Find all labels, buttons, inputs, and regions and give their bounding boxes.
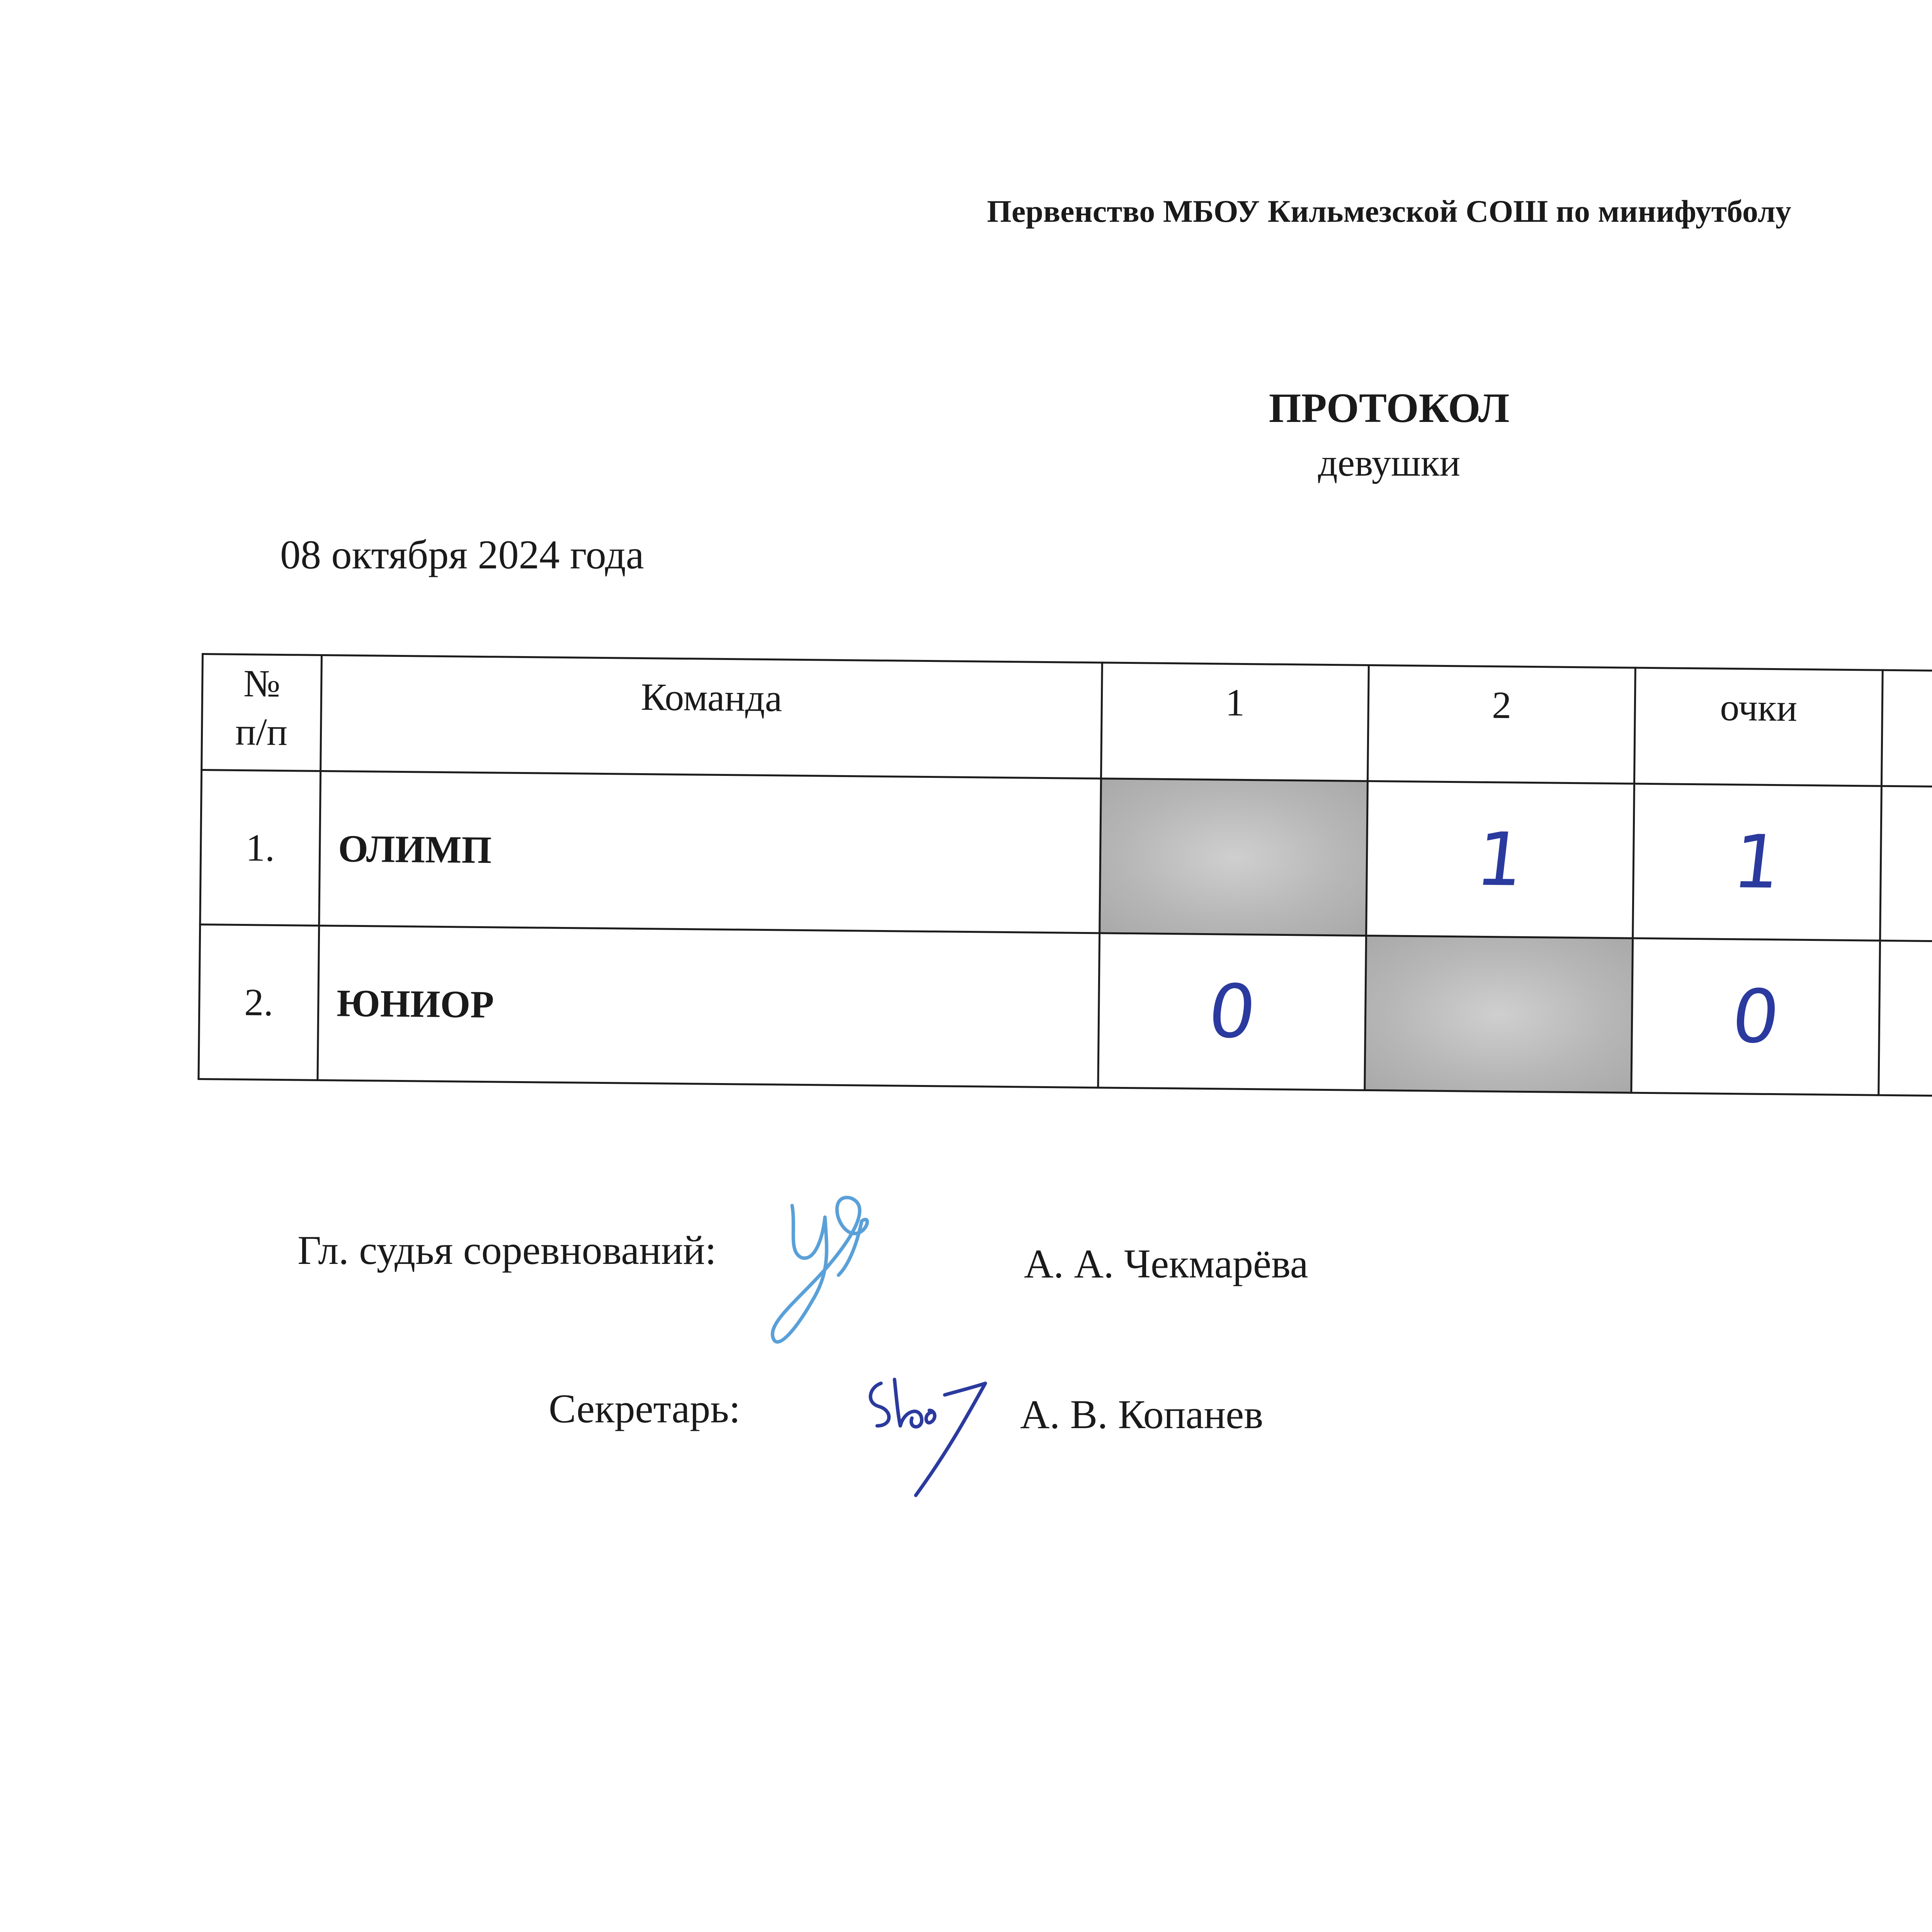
protocol-date: 08 октября 2024 года — [280, 532, 644, 577]
place-cell — [1879, 940, 1932, 1097]
column-header-game-1: 1 — [1101, 663, 1369, 781]
competition-title: Первенство МБОУ Кильмезской СОШ по минифутболу — [987, 194, 1791, 229]
column-header-place — [1881, 670, 1932, 788]
table-header-row — [202, 654, 1932, 789]
score-cell — [1098, 933, 1366, 1090]
secretary-signature — [858, 1368, 1020, 1507]
column-header-number: № п/п — [202, 654, 322, 771]
team-name: ЮНИОР — [318, 925, 1100, 1087]
row-number: 2. — [199, 924, 319, 1080]
protocol-subtitle: девушки — [1318, 441, 1461, 484]
results-table — [197, 653, 1932, 1099]
team-name: ОЛИМП — [319, 771, 1101, 933]
table-row — [200, 770, 1932, 943]
score-cell — [1366, 781, 1634, 938]
points-cell — [1633, 784, 1882, 940]
handwritten-score: 0 — [1204, 969, 1260, 1055]
handwritten-points: 0 — [1727, 974, 1784, 1060]
judge-signature — [734, 1175, 935, 1360]
place-cell — [1880, 786, 1932, 943]
protocol-title: ПРОТОКОЛ — [1269, 385, 1510, 431]
judge-name: А. А. Чекмарёва — [1024, 1241, 1308, 1286]
points-cell — [1631, 938, 1880, 1095]
shaded-cell — [1365, 935, 1633, 1093]
secretary-name: А. В. Копанев — [1020, 1392, 1264, 1437]
handwritten-score: 1 — [1472, 816, 1529, 903]
column-header-points: очки — [1634, 668, 1883, 786]
row-number: 1. — [200, 770, 321, 926]
shaded-cell — [1100, 779, 1368, 936]
judge-label: Гл. судья соревнований: — [298, 1228, 716, 1273]
handwritten-points: 1 — [1729, 819, 1786, 905]
column-header-team: Команда — [321, 655, 1102, 778]
secretary-label: Секретарь: — [549, 1386, 741, 1431]
table-row — [199, 924, 1932, 1097]
column-header-game-2: 2 — [1367, 665, 1635, 784]
